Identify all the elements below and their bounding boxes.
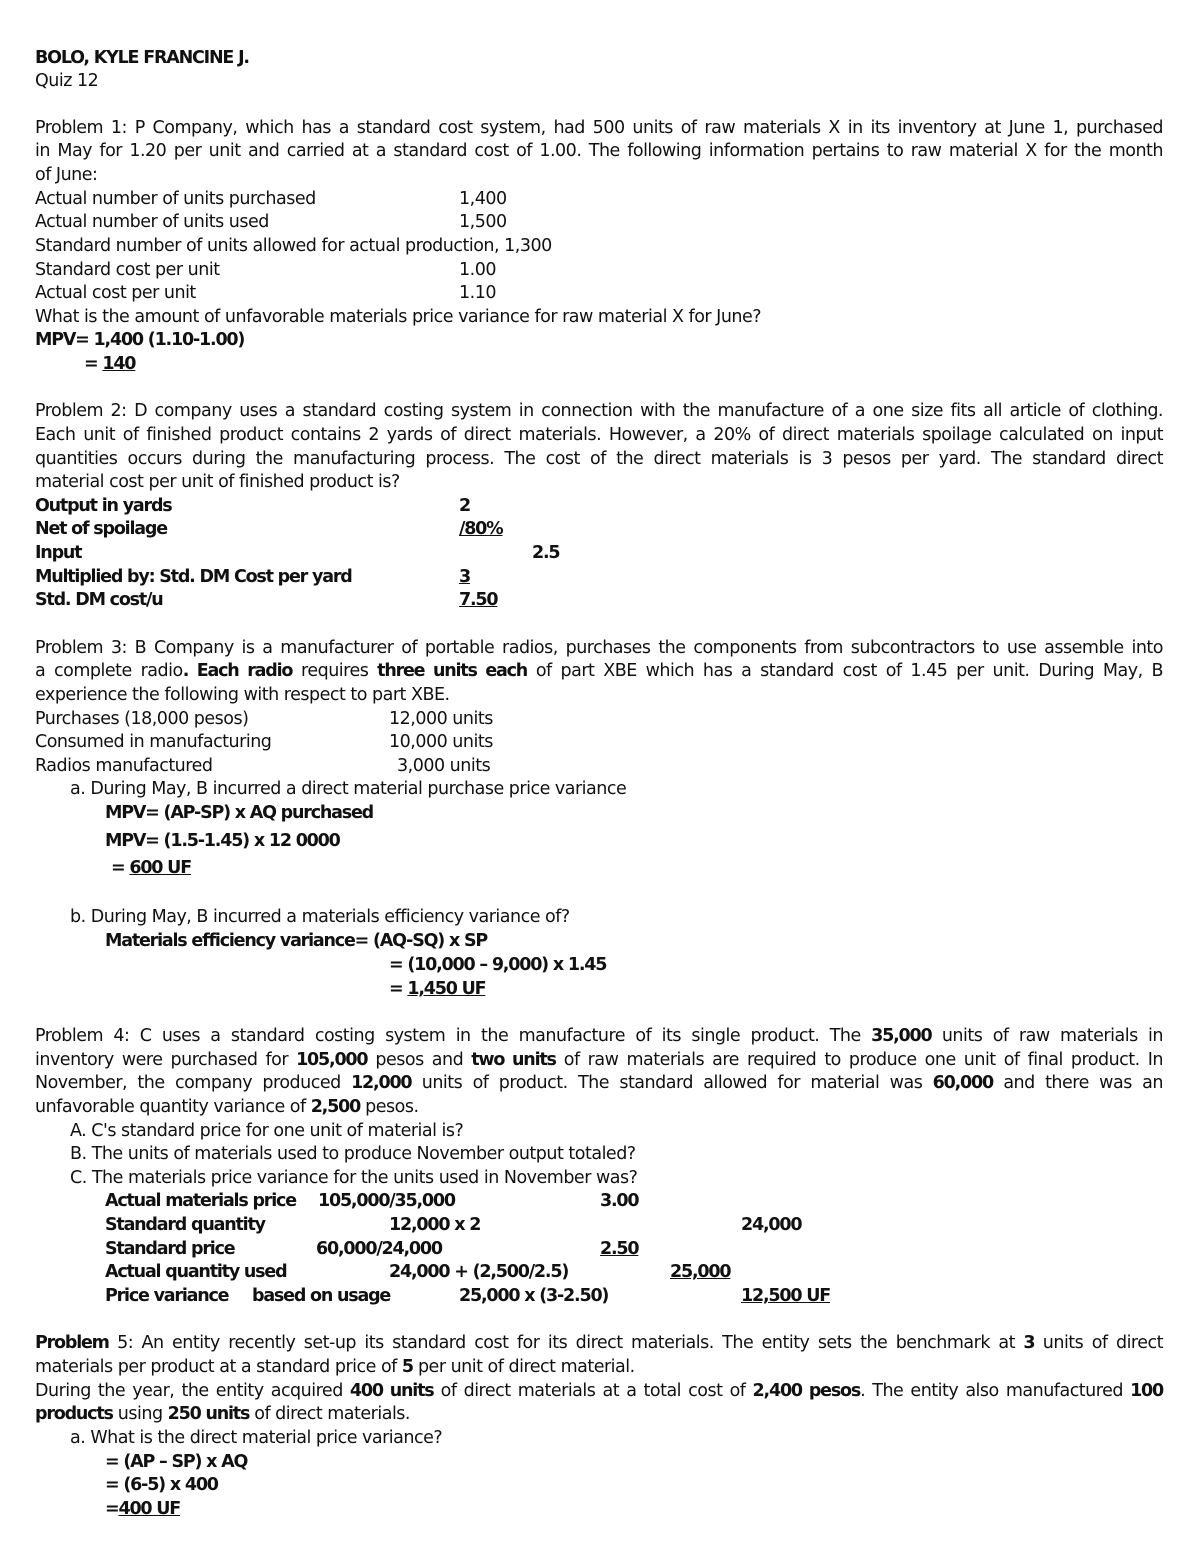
p2-table-value: 2 [459, 496, 470, 516]
p4-work-calc: 24,000 + (2,500/2.5) [389, 1262, 569, 1282]
p4-work-result: 25,000 [670, 1262, 731, 1282]
p2-table-label: Net of spoilage [35, 519, 167, 539]
problem-3-line-2: a complete radio. Each radio requires three units each of part XBE which has a standard cost of 1.45 per unit. During May, B [35, 661, 1163, 681]
p1-row-label: Actual cost per unit [35, 283, 196, 303]
p4-work-label: Price variance [105, 1286, 229, 1306]
p3-row-value: 3,000 units [397, 756, 491, 776]
p3-row-label: Consumed in manufacturing [35, 732, 272, 752]
p4-work-result: 2.50 [600, 1239, 639, 1259]
problem-4-line-1: Problem 4: C uses a standard costing system in the manufacture of its single product. The 35,000 units of raw materials in [35, 1026, 1163, 1046]
p1-row-value: 1,500 [459, 212, 507, 232]
p4-work-result: 3.00 [600, 1191, 639, 1211]
p4-work-label: Actual quantity used [105, 1262, 287, 1282]
problem-1-line-2: in May for 1.20 per unit and carried at a standard cost of 1.00. The following information pertains to raw material X for the month [35, 141, 1163, 161]
p2-table-value: 2.5 [532, 543, 560, 563]
p3-row-value: 10,000 units [389, 732, 493, 752]
problem-2-line-1: Problem 2: D company uses a standard costing system in connection with the manufacture of a one size fits all article of clothing. [35, 401, 1163, 421]
p3-a-solution-line: MPV= (1.5-1.45) x 12 0000 [105, 831, 340, 851]
p1-solution-line: MPV= 1,400 (1.10-1.00) [35, 330, 245, 350]
p1-row-label: Actual number of units purchased [35, 189, 316, 209]
p3-question-a: a. During May, B incurred a direct material purchase price variance [70, 779, 627, 799]
p3-b-solution-answer: = 1,450 UF [389, 979, 486, 999]
problem-1-line-1: Problem 1: P Company, which has a standard cost system, had 500 units of raw materials X in its inventory at June 1, purchased [35, 118, 1163, 138]
problem-2-line-3: quantities occurs during the manufacturing process. The cost of the direct materials is 3 pesos per yard. The standard direct [35, 449, 1163, 469]
p4-work-label: Standard price [105, 1239, 235, 1259]
p1-row-full: Standard number of units allowed for actual production, 1,300 [35, 236, 552, 256]
p4-question-b: B. The units of materials used to produce November output totaled? [70, 1144, 636, 1164]
p3-question-b: b. During May, B incurred a materials efficiency variance of? [70, 907, 570, 927]
p5-question-a: a. What is the direct material price variance? [70, 1428, 443, 1448]
problem-5-line-2: materials per product at a standard price of 5 per unit of direct material. [35, 1357, 635, 1377]
p3-row-label: Purchases (18,000 pesos) [35, 709, 249, 729]
p4-work-label: Actual materials price [105, 1191, 296, 1211]
p5-solution-answer: =400 UF [105, 1499, 181, 1519]
problem-1-question: What is the amount of unfavorable materials price variance for raw material X for June? [35, 307, 762, 327]
p4-work-sublabel: based on usage [252, 1286, 391, 1306]
p5-solution-line: = (AP – SP) x AQ [105, 1452, 248, 1472]
p4-work-label: Standard quantity [105, 1215, 265, 1235]
problem-1-line-3: of June: [35, 165, 98, 185]
p1-row-value: 1.10 [459, 283, 496, 303]
p4-work-calc: 25,000 x (3-2.50) [459, 1286, 609, 1306]
p1-row-value: 1.00 [459, 260, 496, 280]
p1-row-label: Standard cost per unit [35, 260, 220, 280]
p2-table-label: Std. DM cost/u [35, 590, 163, 610]
problem-2-line-2: Each unit of finished product contains 2 yards of direct materials. However, a 20% of direct materials spoilage calculated on input [35, 425, 1163, 445]
p2-table-label: Output in yards [35, 496, 172, 516]
p1-row-value: 1,400 [459, 189, 507, 209]
p3-a-solution-line: MPV= (AP-SP) x AQ purchased [105, 803, 373, 823]
problem-4-line-2: inventory were purchased for 105,000 pesos and two units of raw materials are required to produce one unit of final product. In [35, 1050, 1163, 1070]
p4-work-result: 12,500 UF [741, 1286, 830, 1306]
p4-work-calc: 12,000 x 2 [389, 1215, 481, 1235]
problem-2-line-4: material cost per unit of finished product is? [35, 472, 400, 492]
p2-table-label: Input [35, 543, 82, 563]
problem-5-line-3: During the year, the entity acquired 400 units of direct materials at a total cost of 2,400 pesos. The entity also manufactured 100 [35, 1381, 1163, 1401]
p3-a-solution-answer: = 600 UF [111, 858, 191, 878]
p2-table-value: /80% [459, 519, 503, 539]
p4-work-calc: 105,000/35,000 [318, 1191, 455, 1211]
p2-table-label: Multiplied by: Std. DM Cost per yard [35, 567, 352, 587]
p4-question-c: C. The materials price variance for the units used in November was? [70, 1168, 638, 1188]
quiz-title: Quiz 12 [35, 71, 99, 91]
p4-question-a: A. C's standard price for one unit of material is? [70, 1121, 464, 1141]
p5-solution-line: = (6-5) x 400 [105, 1475, 218, 1495]
problem-3-line-3: experience the following with respect to part XBE. [35, 685, 450, 705]
student-name: BOLO, KYLE FRANCINE J. [35, 48, 249, 68]
p4-work-result: 24,000 [741, 1215, 802, 1235]
p1-row-label: Actual number of units used [35, 212, 269, 232]
p2-table-value: 7.50 [459, 590, 498, 610]
p3-row-label: Radios manufactured [35, 756, 213, 776]
problem-3-line-1: Problem 3: B Company is a manufacturer of portable radios, purchases the components from subcontractors to use assemble into [35, 638, 1163, 658]
p4-work-calc: 60,000/24,000 [316, 1239, 442, 1259]
problem-5-line-4: products using 250 units of direct materials. [35, 1404, 410, 1424]
p2-table-value: 3 [459, 567, 470, 587]
problem-5-line-1: Problem 5: An entity recently set-up its standard cost for its direct materials. The entity sets the benchmark at 3 units of direct [35, 1333, 1163, 1353]
p3-b-solution-line: Materials efficiency variance= (AQ-SQ) x SP [105, 931, 487, 951]
p3-row-value: 12,000 units [389, 709, 493, 729]
problem-4-line-4: unfavorable quantity variance of 2,500 pesos. [35, 1097, 419, 1117]
problem-4-line-3: November, the company produced 12,000 units of product. The standard allowed for material was 60,000 and there was an [35, 1073, 1163, 1093]
p3-b-solution-line: = (10,000 – 9,000) x 1.45 [389, 955, 607, 975]
p1-solution-answer: = 140 [84, 354, 136, 374]
